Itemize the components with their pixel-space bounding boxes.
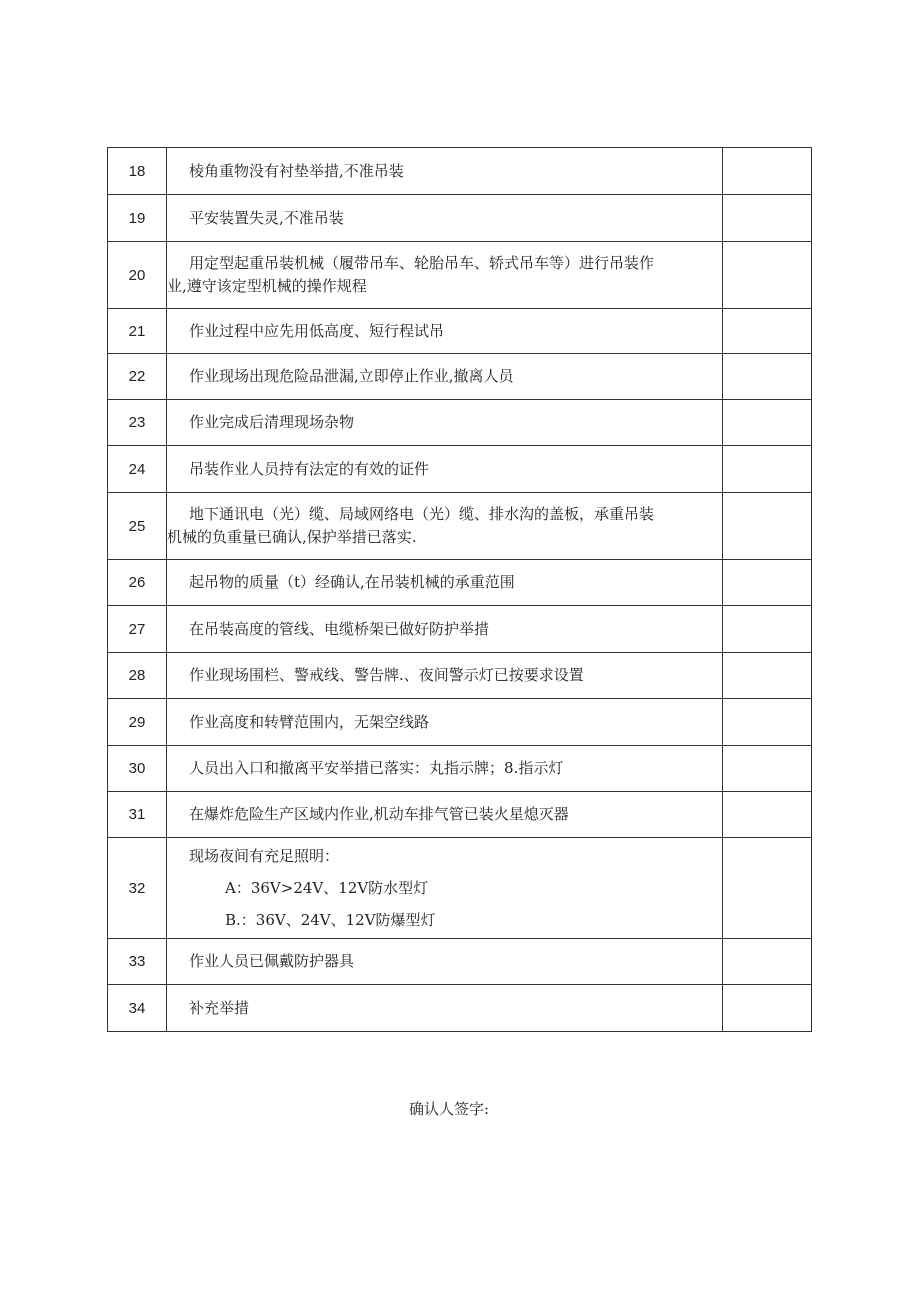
table-row bbox=[108, 792, 812, 838]
table-row bbox=[108, 606, 812, 653]
content-line: 作业现场围栏、警戒线、警告牌.、夜间警示灯已按要求设置 bbox=[189, 666, 584, 684]
row-content bbox=[167, 606, 723, 653]
confirm-cell[interactable] bbox=[723, 792, 812, 838]
content-line: 机械的负重量已确认,保护举措已落实. bbox=[167, 528, 417, 546]
row-content bbox=[167, 792, 723, 838]
confirm-cell[interactable] bbox=[723, 939, 812, 985]
row-number: 34 bbox=[108, 985, 167, 1032]
row-number: 24 bbox=[108, 446, 167, 493]
content-line: 作业现场出现危险品泄漏,立即停止作业,撤离人员 bbox=[189, 367, 514, 385]
row-content bbox=[167, 446, 723, 493]
content-line: 平安装置失灵,不准吊装 bbox=[189, 208, 344, 227]
table-row bbox=[108, 653, 812, 699]
table-row bbox=[108, 838, 812, 939]
row-number: 29 bbox=[108, 699, 167, 746]
row-number: 20 bbox=[108, 242, 167, 309]
row-number: 19 bbox=[108, 195, 167, 242]
confirm-cell[interactable] bbox=[723, 838, 812, 939]
row-content bbox=[167, 148, 723, 195]
content-line: 人员出入口和撤离平安举措已落实：丸指示牌；8.指示灯 bbox=[189, 759, 564, 777]
content-line: 业,遵守该定型机械的操作规程 bbox=[167, 277, 367, 295]
confirm-cell[interactable] bbox=[723, 606, 812, 653]
row-number: 28 bbox=[108, 653, 167, 699]
row-number: 23 bbox=[108, 400, 167, 446]
content-line: 作业过程中应先用低高度、短行程试吊 bbox=[189, 321, 445, 340]
table-row bbox=[108, 493, 812, 560]
table-row bbox=[108, 309, 812, 354]
content-line: 作业人员已佩戴防护器具 bbox=[189, 952, 355, 970]
table-row bbox=[108, 148, 812, 195]
row-number: 26 bbox=[108, 560, 167, 606]
table-row bbox=[108, 746, 812, 792]
row-content bbox=[167, 309, 723, 354]
row-content bbox=[167, 939, 723, 985]
table-row bbox=[108, 400, 812, 446]
confirm-cell[interactable] bbox=[723, 560, 812, 606]
table-row bbox=[108, 354, 812, 400]
confirm-cell[interactable] bbox=[723, 985, 812, 1032]
row-content bbox=[167, 195, 723, 242]
table-row bbox=[108, 195, 812, 242]
content-line: 用定型起重吊装机械（履带吊车、轮胎吊车、轿式吊车等）进行吊装作 bbox=[189, 254, 655, 272]
confirm-cell[interactable] bbox=[723, 195, 812, 242]
content-line: 补充举措 bbox=[189, 998, 250, 1017]
table-row bbox=[108, 560, 812, 606]
confirm-cell[interactable] bbox=[723, 493, 812, 560]
row-number: 31 bbox=[108, 792, 167, 838]
confirm-cell[interactable] bbox=[723, 148, 812, 195]
confirm-cell[interactable] bbox=[723, 309, 812, 354]
table-row bbox=[108, 939, 812, 985]
row-content bbox=[167, 653, 723, 699]
row-content bbox=[167, 400, 723, 446]
confirm-cell[interactable] bbox=[723, 653, 812, 699]
confirm-cell[interactable] bbox=[723, 699, 812, 746]
row-number: 33 bbox=[108, 939, 167, 985]
row-content bbox=[167, 746, 723, 792]
row-number: 27 bbox=[108, 606, 167, 653]
content-line: 地下通讯电（光）缆、局域网络电（光）缆、排水沟的盖板，承重吊装 bbox=[189, 505, 655, 523]
signature-label: 确认人签字: bbox=[409, 1100, 490, 1118]
content-line: B.：36V、24V、12V防爆型灯 bbox=[225, 911, 436, 929]
content-line: 棱角重物没有衬垫举措,不准吊装 bbox=[189, 161, 404, 180]
row-content bbox=[167, 838, 723, 939]
safety-checklist-table bbox=[107, 147, 812, 1032]
row-number: 30 bbox=[108, 746, 167, 792]
row-content bbox=[167, 354, 723, 400]
row-content bbox=[167, 493, 723, 560]
confirm-cell[interactable] bbox=[723, 400, 812, 446]
content-line: 在爆炸危险生产区域内作业,机动车排气管已装火星熄灭器 bbox=[189, 805, 569, 823]
confirm-cell[interactable] bbox=[723, 242, 812, 309]
row-content bbox=[167, 560, 723, 606]
table-row bbox=[108, 446, 812, 493]
confirm-cell[interactable] bbox=[723, 746, 812, 792]
content-line: 作业完成后清理现场杂物 bbox=[189, 413, 355, 431]
row-number: 18 bbox=[108, 148, 167, 195]
row-content bbox=[167, 985, 723, 1032]
table-row bbox=[108, 699, 812, 746]
table-row bbox=[108, 985, 812, 1032]
content-line: 吊装作业人员持有法定的有效的证件 bbox=[189, 459, 430, 478]
row-content bbox=[167, 699, 723, 746]
content-line: 现场夜间有充足照明： bbox=[189, 847, 340, 865]
confirm-cell[interactable] bbox=[723, 354, 812, 400]
content-line: 作业高度和转臂范围内，无架空线路 bbox=[189, 712, 430, 731]
row-number: 21 bbox=[108, 309, 167, 354]
row-number: 22 bbox=[108, 354, 167, 400]
table-row bbox=[108, 242, 812, 309]
content-line: A：36V>24V、12V防水型灯 bbox=[225, 879, 429, 897]
row-number: 32 bbox=[108, 838, 167, 939]
row-number: 25 bbox=[108, 493, 167, 560]
content-line: 起吊物的质量（t）经确认,在吊装机械的承重范围 bbox=[189, 573, 515, 591]
confirm-cell[interactable] bbox=[723, 446, 812, 493]
row-content bbox=[167, 242, 723, 309]
content-line: 在吊装高度的管线、电缆桥架已做好防护举措 bbox=[189, 619, 490, 638]
